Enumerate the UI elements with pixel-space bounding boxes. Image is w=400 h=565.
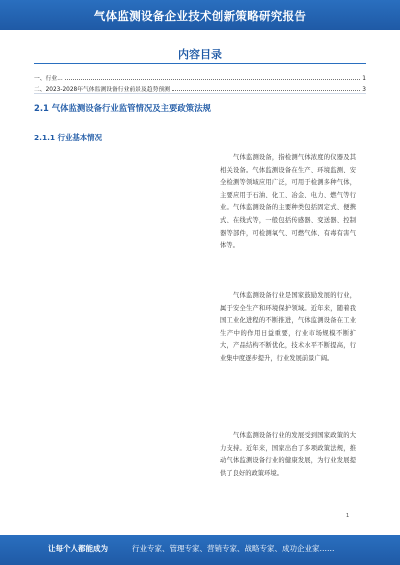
toc-divider xyxy=(34,63,366,64)
toc-leader-dots xyxy=(65,79,361,80)
page-number: 1 xyxy=(346,513,350,519)
toc-entry-1[interactable] xyxy=(34,72,366,82)
header-band xyxy=(0,0,400,30)
section-heading: 2.1 气体监测设备行业监管情况及主要政策法规 xyxy=(34,103,211,113)
body-paragraph-3: 气体监测设备行业的发展受到国家政策的大力支持。近年来，国家出台了多项政策法规，推动气体监测设备行业的健康发展，为行业发展提供了良好的政策环境。 xyxy=(220,432,356,477)
footer-slogan: 让每个人都能成为 xyxy=(48,544,108,553)
toc-leader-dots xyxy=(172,90,360,91)
toc-entry-label: 一、行业... xyxy=(34,76,63,82)
toc-heading: 内容目录 xyxy=(178,48,222,61)
body-paragraph-2: 气体监测设备行业是国家鼓励发展的行业，属于安全生产和环境保护领域。近年来，随着我国工业化进程的不断推进，气体监测设备在工业生产中的作用日益重要，行业市场规模不断扩大，产品结构不断优化，技术水平不断提高，行业集中度逐步提升，行业发展前景广阔。 xyxy=(220,292,356,362)
footer-band xyxy=(0,535,400,565)
toc-entry-page: 1 xyxy=(362,76,366,82)
toc-bottom-rule xyxy=(34,93,366,94)
toc-entry-label: 二、2023-2028年气体监测设备行业前景及趋势预测 xyxy=(34,87,170,93)
toc-entry-2[interactable] xyxy=(34,83,366,93)
report-title: 气体监测设备企业技术创新策略研究报告 xyxy=(93,9,307,23)
body-paragraph-1: 气体监测设备，指检测气体浓度的仪器及其相关设备。气体监测设备在生产、环境监测、安全检测等领域应用广泛，可用于检测多种气体，主要应用于石油、化工、冶金、电力、燃气等行业。气体监测设备的主要种类包括固定式、便携式、在线式等，一般包括传感器、变送器、控制器等部件，可检测氧气、可燃气体、有毒有害气体等。 xyxy=(220,154,356,250)
footer-roles: 行业专家、管理专家、营销专家、战略专家、成功企业家…… xyxy=(132,544,335,553)
toc-entry-page: 3 xyxy=(362,87,366,93)
subsection-heading: 2.1.1 行业基本情况 xyxy=(34,133,102,142)
